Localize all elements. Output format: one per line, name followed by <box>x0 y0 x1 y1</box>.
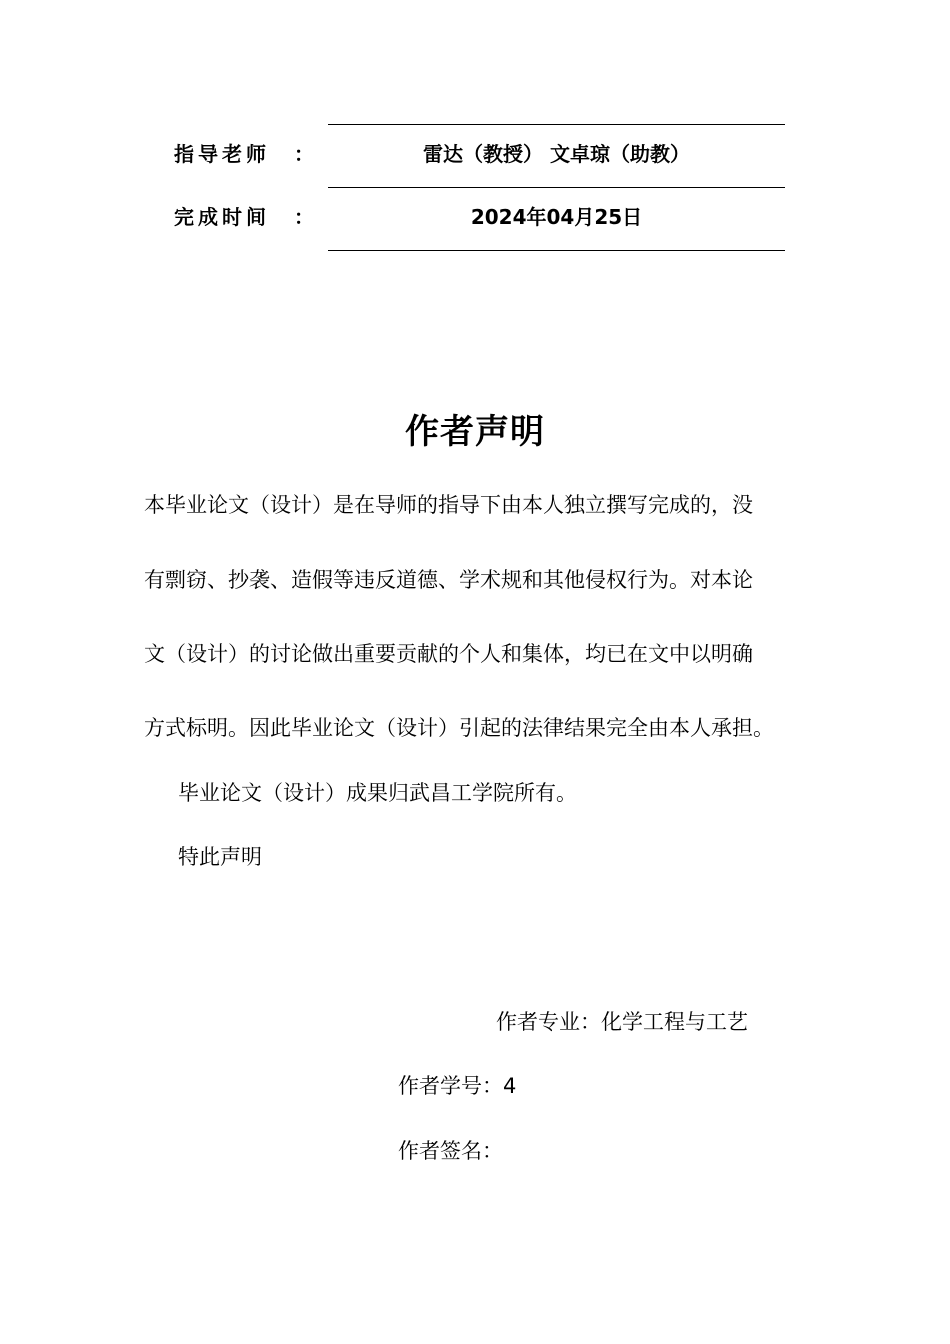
advisor-row <box>0 124 950 186</box>
declaration-title: 作者声明 <box>405 412 545 452</box>
author-major: 作者专业：化学工程与工艺 <box>496 1010 748 1034</box>
declaration-line-3: 文（设计）的讨论做出重要贡献的个人和集体，均已在文中以明确 <box>144 642 753 666</box>
completion-row <box>0 187 950 249</box>
completion-value: 2024年04月25日 <box>470 205 643 229</box>
completion-colon: ： <box>294 205 314 229</box>
author-student-id: 作者学号：4 <box>398 1074 517 1098</box>
completion-bottom-rule <box>328 250 785 251</box>
completion-label: 完成时间 <box>174 205 270 229</box>
ownership-statement: 毕业论文（设计）成果归武昌工学院所有。 <box>178 781 577 805</box>
declaration-line-1: 本毕业论文（设计）是在导师的指导下由本人独立撰写完成的，没 <box>144 493 753 517</box>
declaration-line-2: 有剽窃、抄袭、造假等违反道德、学术规和其他侵权行为。对本论 <box>144 568 753 592</box>
author-signature: 作者签名： <box>398 1139 503 1163</box>
declaration-line-4: 方式标明。因此毕业论文（设计）引起的法律结果完全由本人承担。 <box>144 716 774 740</box>
advisor-label: 指导老师 <box>174 142 270 166</box>
closing-statement: 特此声明 <box>178 845 262 869</box>
advisor-value: 雷达（教授） 文卓琼（助教） <box>423 142 690 166</box>
advisor-colon: ： <box>294 142 314 166</box>
